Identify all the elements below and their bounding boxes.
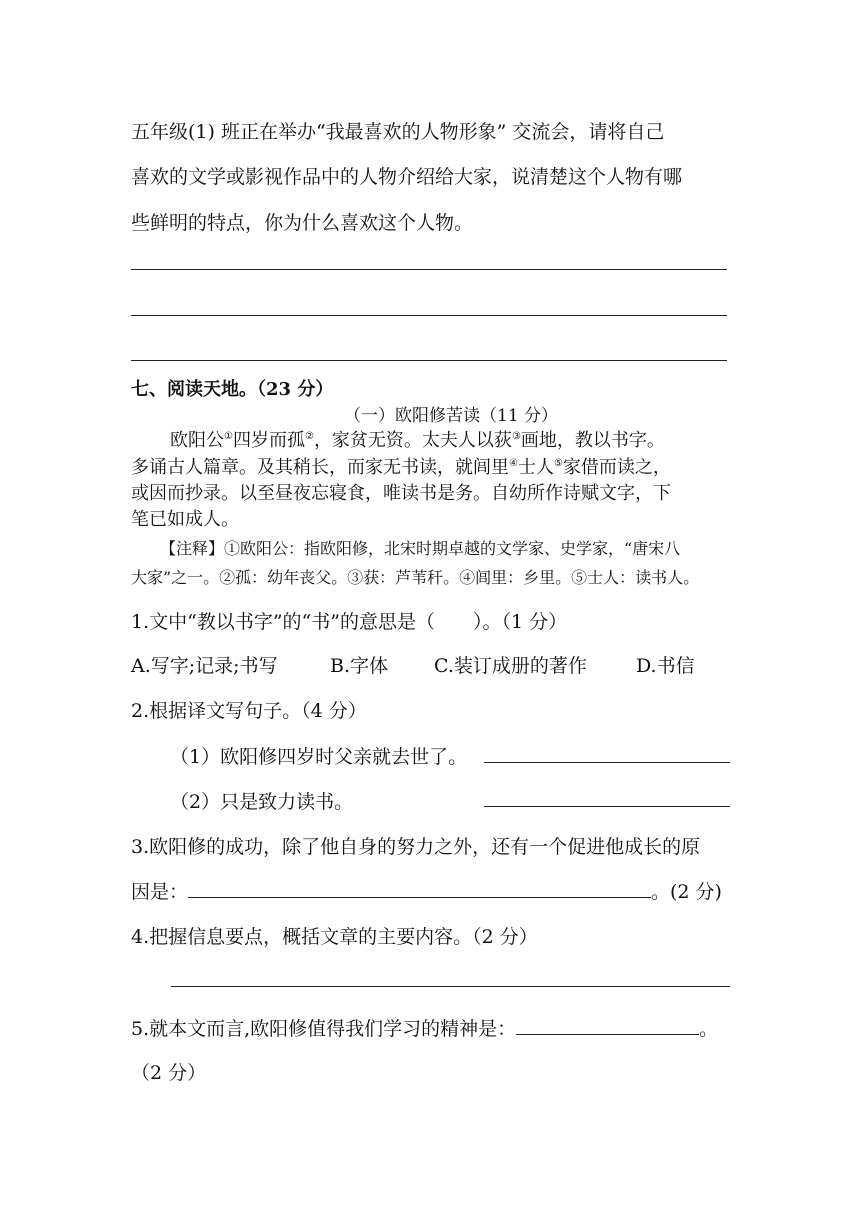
answer-line[interactable] — [131, 360, 727, 361]
notes-line-1: 【注释】①欧阳公：指欧阳修，北宋时期卓越的文学家、史学家，“唐宋八 — [160, 539, 681, 558]
answer-blank[interactable] — [516, 1016, 699, 1035]
passage-text: 多诵古人篇章。及其稍长，而家无书读，就闾里 — [131, 457, 509, 478]
passage-text: 四岁而孤 — [232, 430, 305, 451]
passage-text: 画地，教以书字。 — [520, 430, 665, 451]
answer-line[interactable] — [131, 269, 727, 270]
footnote-marker: ② — [304, 431, 314, 442]
question-3-line-1: 3.欧阳修的成功，除了他自身的努力之外，还有一个促进他成长的原 — [131, 836, 701, 858]
question-3-prefix: 因是： — [131, 881, 189, 903]
footnote-marker: ① — [224, 431, 233, 442]
answer-line[interactable] — [171, 986, 730, 987]
question-2: 2.根据译文写句子。（4 分） — [131, 700, 367, 722]
passage-text: ，家贫无资。太夫人以荻 — [313, 430, 512, 451]
option-a[interactable]: A.写字;记录;书写 — [131, 655, 278, 677]
notes-line-2: 大家”之一。②孤：幼年丧父。③获：芦苇秆。④闾里：乡里。⑤士人：读书人。 — [131, 568, 700, 587]
answer-line[interactable] — [484, 806, 730, 807]
answer-line[interactable] — [131, 315, 727, 316]
question-5-score: （2 分） — [131, 1062, 207, 1084]
section-heading: 七、阅读天地。（23 分） — [131, 379, 334, 400]
passage-line-3: 或因而抄录。以至昼夜忘寝食，唯读书是务。自幼所作诗赋文字，下 — [131, 483, 671, 504]
passage-line-4: 笔已如成人。 — [131, 509, 239, 530]
option-d[interactable]: D.书信 — [636, 655, 695, 677]
answer-line[interactable] — [484, 762, 730, 763]
passage-text: 家借而读之， — [562, 457, 671, 478]
passage-line-2 — [131, 453, 671, 479]
question-2-1: （1）欧阳修四岁时父亲就去世了。 — [170, 746, 468, 768]
passage-text: 欧阳公 — [170, 430, 224, 451]
prompt-line-3: 些鲜明的特点，你为什么喜欢这个人物。 — [131, 212, 474, 234]
footnote-marker: ⑤ — [553, 458, 563, 469]
question-2-2: （2）只是致力读书。 — [170, 791, 354, 813]
question-3-suffix: 。(2 分) — [651, 881, 722, 903]
question-3-line-2 — [131, 877, 722, 904]
passage-title: （一）欧阳修苦读（11 分） — [344, 406, 559, 426]
question-4: 4.把握信息要点，概括文章的主要内容。（2 分） — [131, 926, 538, 948]
question-5-prefix: 5.就本文而言,欧阳修值得我们学习的精神是： — [131, 1018, 517, 1040]
answer-blank[interactable] — [188, 879, 651, 898]
question-5-suffix: 。 — [699, 1018, 719, 1040]
prompt-line-1: 五年级(1) 班正在举办“我最喜欢的人物形象” 交流会，请将自己 — [131, 121, 665, 143]
question-1: 1.文中“教以书字”的“书”的意思是（ ）。（1 分） — [131, 611, 568, 633]
option-b[interactable]: B.字体 — [330, 655, 389, 677]
passage-text: 士人 — [517, 457, 554, 478]
question-5 — [131, 1014, 718, 1041]
option-c[interactable]: C.装订成册的著作 — [434, 655, 587, 677]
footnote-marker: ③ — [511, 431, 521, 442]
passage-line-1 — [170, 426, 665, 452]
prompt-line-2: 喜欢的文学或影视作品中的人物介绍给大家，说清楚这个人物有哪 — [131, 166, 683, 188]
footnote-marker: ④ — [509, 458, 518, 469]
